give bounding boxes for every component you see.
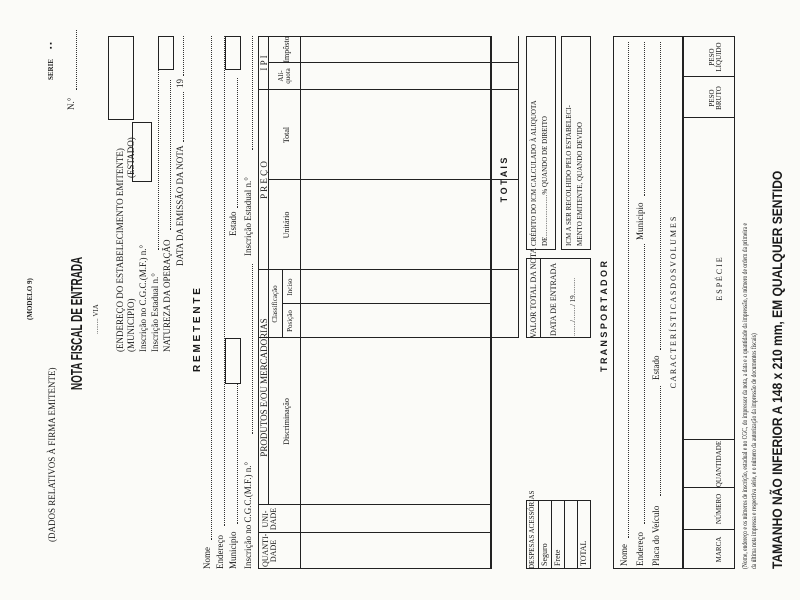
ano-label: 19 <box>175 79 185 88</box>
natureza-box <box>158 36 174 70</box>
serie-label: SERIE <box>47 58 55 80</box>
despesas-heading: DESPESAS ACESSÓRIAS <box>528 490 536 569</box>
despesas-rule <box>577 500 578 569</box>
cgc-box <box>132 122 152 182</box>
total-header: Total <box>282 126 291 144</box>
ano-line <box>183 36 184 76</box>
transp-endereco-label: Endereço <box>635 532 645 566</box>
inciso-header: Inciso <box>286 278 294 296</box>
classificacao-header: Classificação <box>271 285 279 323</box>
remetente-heading: R E M E T E N T E <box>192 288 203 372</box>
rem-estado-box <box>225 36 241 70</box>
municipio-label: (MUNICIPIO) <box>126 298 136 352</box>
rem-insc-label: Inscrição Estadual n.° <box>243 177 253 256</box>
col-divider <box>268 62 518 63</box>
numero-header: NÚMERO <box>715 493 723 525</box>
vol-col-divider <box>683 117 735 118</box>
col-divider <box>258 269 518 270</box>
seguro-label: Seguro <box>540 543 549 566</box>
data-emissao-line <box>183 92 184 142</box>
serie-marks: ▪ ▪ <box>47 42 55 49</box>
col-divider <box>258 337 518 338</box>
vol-col-divider <box>683 439 735 440</box>
marca-header: MARCA <box>715 536 723 563</box>
transp-municipio-label: Municipio <box>635 202 645 240</box>
col-divider <box>268 179 518 180</box>
col-divider <box>258 504 491 505</box>
discriminacao-header: Discriminação <box>282 398 291 445</box>
transp-estado-line <box>660 42 661 350</box>
impressor-note-line2: da última nota impressa e respectiva série, e o número da autorização da impressão de documentos fiscais) <box>750 333 758 569</box>
rem-cgc-line <box>252 264 253 434</box>
posicao-header: Posição <box>286 310 294 332</box>
insc-estadual-label: Inscrição Estadual n.° <box>150 273 160 352</box>
col-divider <box>258 89 518 90</box>
transp-placa-label: Placa do Veículo <box>651 505 661 566</box>
quantidade-header: QUANTI- DADE <box>261 533 278 567</box>
volumes-heading: C A R A C T E R Í S T I C A S D O S V O L U M E S <box>669 216 678 389</box>
totais-label: T O T A I S <box>499 157 509 203</box>
col-divider <box>282 303 491 304</box>
estado-label: (ESTADO) <box>126 137 136 178</box>
credito-icm-line1: CRÉDITO DO ICM CALCULADO À ALIQUOTA <box>530 100 538 246</box>
numero-line <box>76 30 77 90</box>
vol-col-divider <box>683 487 735 488</box>
transportador-heading: T R A N S P O R T A D O R <box>599 260 609 372</box>
dados-emitente-label: (DADOS RELATIVOS À FIRMA EMITENTE) <box>47 367 57 542</box>
data-emissao-label: DATA DA EMISSÃO DA NOTA <box>175 145 185 266</box>
preco-header: P R E Ç O <box>259 161 269 199</box>
credito-icm-line2: DE........................% QUANDO DE DIREITO <box>541 116 549 246</box>
vol-col-divider <box>683 529 735 530</box>
produtos-header: PRODUTOS E/OU MERCADORIAS <box>259 318 269 457</box>
frete-label: Frete <box>553 549 562 566</box>
rem-municipio-label: Municipio <box>228 531 238 569</box>
valor-total-rule <box>540 258 541 338</box>
endereco-estab-label: (ENDEREÇO DO ESTABELECIMENTO EMITENTE) <box>115 148 125 352</box>
transp-estado-label: Estado <box>651 355 661 380</box>
rem-endereco-label: Endereço <box>215 535 225 569</box>
natureza-label: NATUREZA DA OPERAÇÃO <box>162 239 172 352</box>
rem-nome-line <box>211 36 212 540</box>
data-entrada-label: DATA DE ENTRADA <box>549 262 558 336</box>
form-title: NOTA FISCAL DE ENTRADA <box>69 256 86 390</box>
valor-total-label: VALOR TOTAL DA NOTA <box>529 247 538 338</box>
unitario-header: Unitário <box>282 211 291 239</box>
despesas-total-label: TOTAL <box>579 540 588 566</box>
uf-box <box>108 36 134 120</box>
tamanho-note: TAMANHO NÃO INFERIOR A 148 x 210 mm, EM QUALQUER SENTIDO <box>769 170 785 569</box>
sub-header-rule <box>282 270 283 338</box>
transp-placa-line <box>660 386 661 496</box>
transp-municipio-line <box>644 42 645 196</box>
natureza-line <box>170 80 171 230</box>
rem-municipio-box <box>225 338 241 384</box>
modelo-label: (MODELO 9) <box>26 278 34 320</box>
despesas-rule <box>551 500 552 569</box>
via-label: ......... VIA <box>92 304 100 334</box>
peso-bruto-header: PESO BRUTO <box>708 86 723 110</box>
col-divider <box>258 532 491 533</box>
transp-nome-line <box>628 42 629 538</box>
ipi-header: I P I <box>259 55 269 71</box>
rem-nome-label: Nome <box>202 547 212 569</box>
products-bottom-rule <box>491 36 492 569</box>
rem-endereco-line <box>224 36 225 526</box>
insc-estadual-line <box>158 40 159 250</box>
impressor-note-line1: (Nome, endereço e os números de inscrição, estadual e no CGC, do impressor da nota, a data e a quantidade da impressão, o número de ordem da primeira e <box>741 223 749 569</box>
rem-estado-line <box>237 78 238 208</box>
rem-municipio-line <box>237 384 238 524</box>
cgc-label: Inscrição no C.G.C.(M.F.) n.° <box>138 244 148 352</box>
data-entrada-fill: ......../......../ 19.......... <box>569 277 577 336</box>
vol-quantidade-header: QUANTIDADE <box>715 440 723 488</box>
vol-col-divider <box>683 76 735 77</box>
rem-insc-line <box>252 36 253 150</box>
icm-recolhido-line2: MENTO EMITENTE, QUANDO DEVIDO <box>576 122 584 246</box>
numero-label: N.° <box>66 97 76 110</box>
peso-liquido-header: PESO LÍQUIDO <box>708 42 723 72</box>
especie-header: E S P É C I E <box>715 257 724 301</box>
transp-nome-label: Nome <box>619 544 629 566</box>
despesas-rule <box>538 500 539 569</box>
rem-estado-label: Estado <box>228 211 238 236</box>
rem-cgc-label: Inscrição no C.G.C.(M.F.) n.° <box>243 461 253 569</box>
totais-bottom-rule <box>518 36 519 338</box>
icm-recolhido-line1: ICM A SER RECOLHIDO PELO ESTABELECI- <box>565 105 573 246</box>
imposto-header: Impôsto <box>282 36 291 63</box>
transp-endereco-line <box>644 244 645 524</box>
unidade-header: UNI- DADE <box>261 507 278 531</box>
despesas-rule <box>564 500 565 569</box>
aliquota-header: Alí- quota <box>277 68 292 84</box>
